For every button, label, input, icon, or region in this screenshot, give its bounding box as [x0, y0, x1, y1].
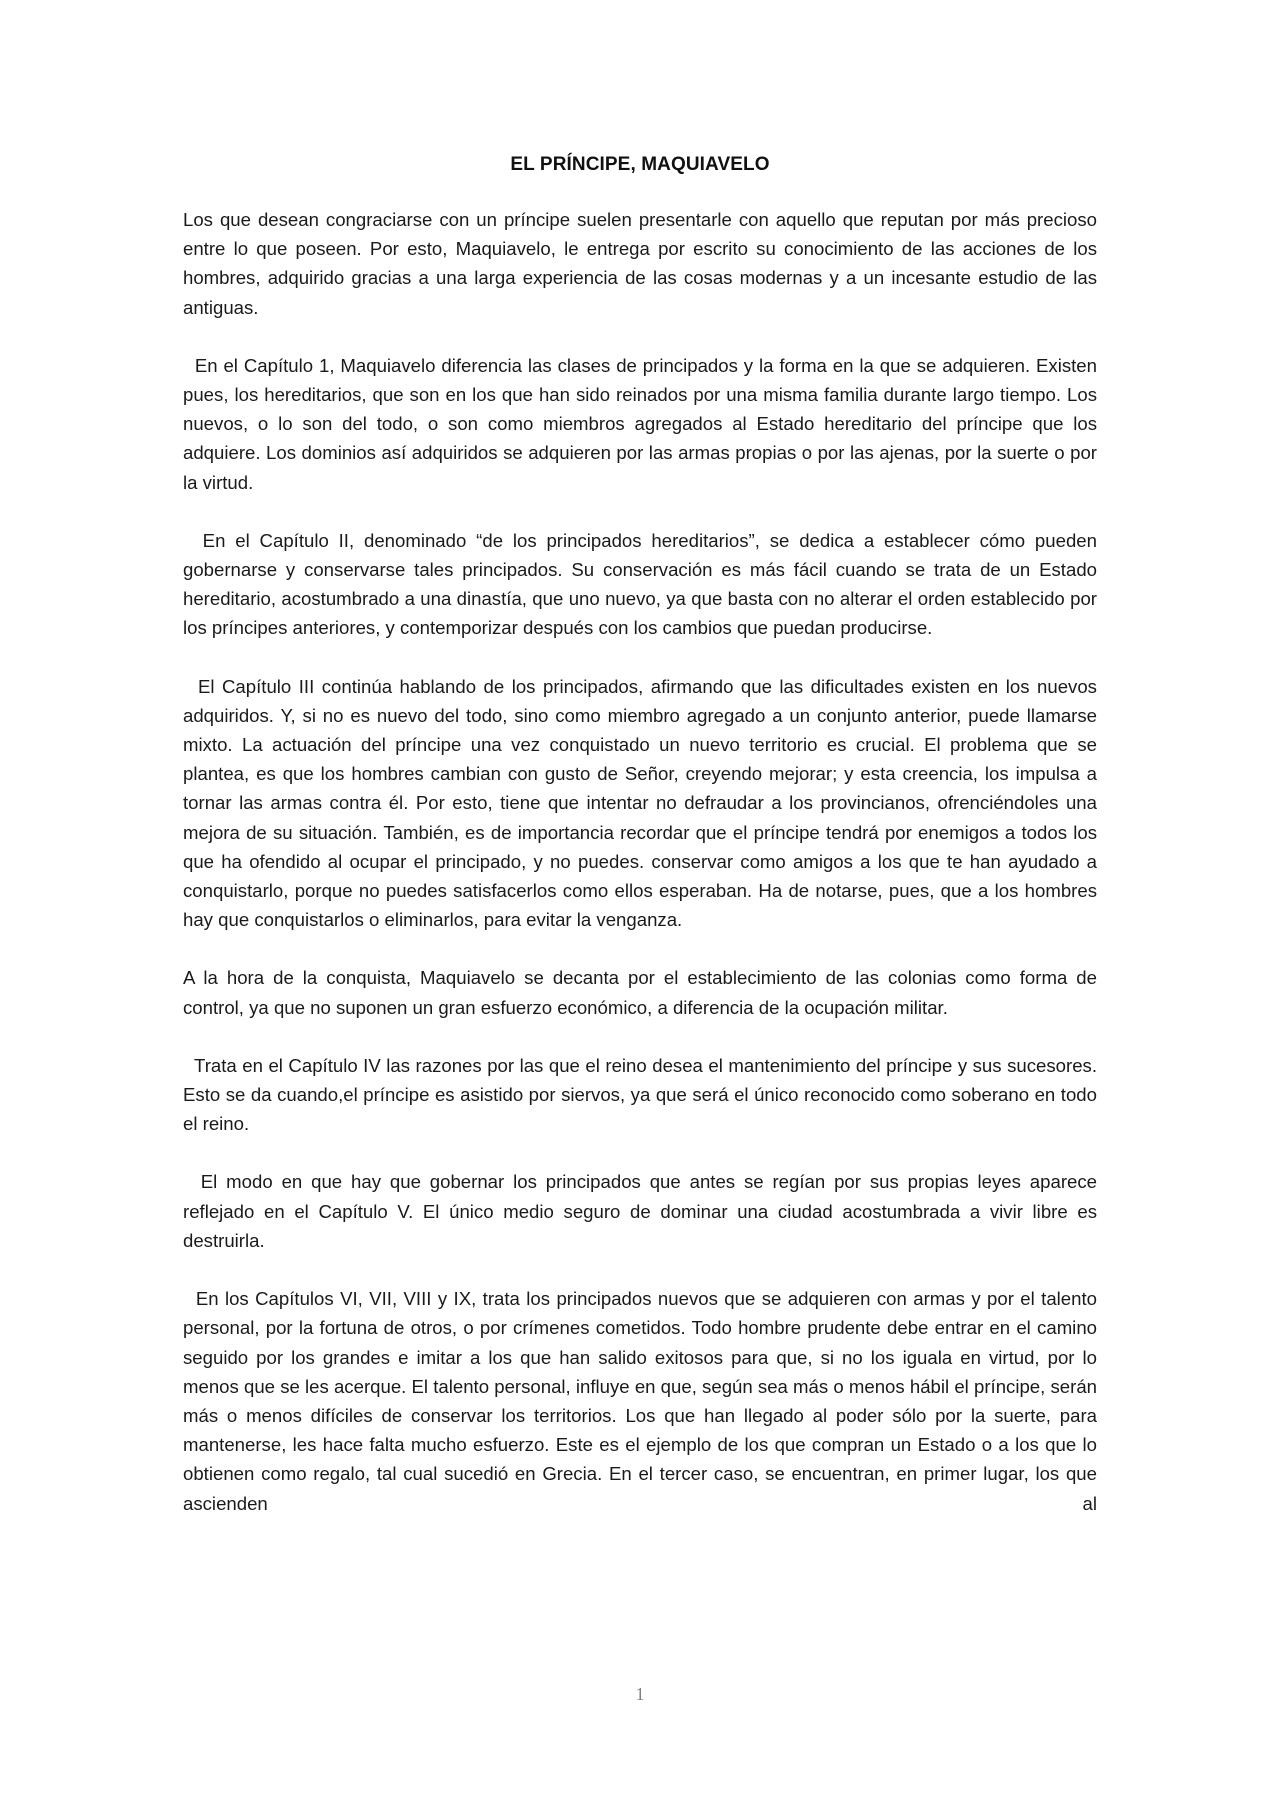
paragraph-chapter-3: El Capítulo III continúa hablando de los principados, afirmando que las dificultades existen en los nuevos adquiridos. Y, si no es nuevo del todo, sino como miembro agregado a un conjunto anterior, puede llamarse mixto. La actuación del príncipe una vez conquistado un nuevo territorio es crucial. El problema que se plantea, es que los hombres cambian con gusto de Señor, creyendo mejorar; y esta creencia, los impulsa a tornar las armas contra él. Por esto, tiene que intentar no defraudar a los provincianos, ofrenciéndoles una mejora de su situación. También, es de importancia recordar que el príncipe tendrá por enemigos a todos los que ha ofendido al ocupar el principado, y no puedes. conservar como amigos a los que te han ayudado a conquistarlo, porque no puedes satisfacerlos como ellos esperaban. Ha de notarse, pues, que a los hombres hay que conquistarlos o eliminarlos, para evitar la venganza. — [183, 675, 1097, 931]
page-number: 1 — [635, 1684, 645, 1704]
paragraph-chapters-6-9: En los Capítulos VI, VII, VIII y IX, trata los principados nuevos que se adquieren con armas y por el talento personal, por la fortuna de otros, o por crímenes cometidos. Todo hombre prudente debe entrar en el camino seguido por los grandes e imitar a los que han salido exitosos para que, si no los iguala en virtud, por lo menos que se les acerque. El talento personal, influye en que, según sea más o menos hábil el príncipe, serán más o menos difíciles de conservar los territorios. Los que han llegado al poder sólo por la suerte, para mantenerse, les hace falta mucho esfuerzo. Este es el ejemplo de los que compran un Estado o a los que lo obtienen como regalo, tal cual sucedió en Grecia. En el tercer caso, se encuentran, en primer lugar, los que ascienden al — [183, 1288, 1097, 1514]
paragraph-intro: Los que desean congraciarse con un príncipe suelen presentarle con aquello que reputan por más precioso entre lo que poseen. Por esto, Maquiavelo, le entrega por escrito su conocimiento de las acciones de los hombres, adquirido gracias a una larga experiencia de las cosas modernas y a un incesante estudio de las antiguas. — [183, 209, 1097, 318]
paragraph-chapter-5: El modo en que hay que gobernar los principados que antes se regían por sus propias leyes aparece reflejado en el Capítulo V. El único medio seguro de dominar una ciudad acostumbrada a vivir libre es destruirla. — [183, 1171, 1097, 1251]
paragraph-chapter-4: Trata en el Capítulo IV las razones por las que el reino desea el mantenimiento del príncipe y sus sucesores. Esto se da cuando,el príncipe es asistido por siervos, ya que será el único reconocido como soberano en todo el reino. — [183, 1054, 1097, 1135]
paragraph-chapter-2: En el Capítulo II, denominado “de los principados hereditarios”, se dedica a establecer cómo pueden gobernarse y conservarse tales principados. Su conservación es más fácil cuando se trata de un Estado hereditario, acostumbrado a una dinastía, que uno nuevo, ya que basta con no alterar el orden establecido por los príncipes anteriores, y contemporizar después con los cambios que puedan producirse. — [183, 529, 1097, 639]
paragraph-chapter-1: En el Capítulo 1, Maquiavelo diferencia las clases de principados y la forma en la que se adquieren. Existen pues, los hereditarios, que son en los que han sido reinados por una misma familia durante largo tiempo. Los nuevos, o lo son del todo, o son como miembros agregados al Estado hereditario del príncipe que los adquiere. Los dominios así adquiridos se adquieren por las armas propias o por las ajenas, por la suerte o por la virtud. — [183, 354, 1097, 493]
paragraph-conquest: A la hora de la conquista, Maquiavelo se decanta por el establecimiento de las colonias como forma de control, ya que no suponen un gran esfuerzo económico, a diferencia de la ocupación militar. — [183, 967, 1097, 1018]
document-title: EL PRÍNCIPE, MAQUIAVELO — [510, 154, 770, 175]
document-body — [183, 150, 1097, 1518]
